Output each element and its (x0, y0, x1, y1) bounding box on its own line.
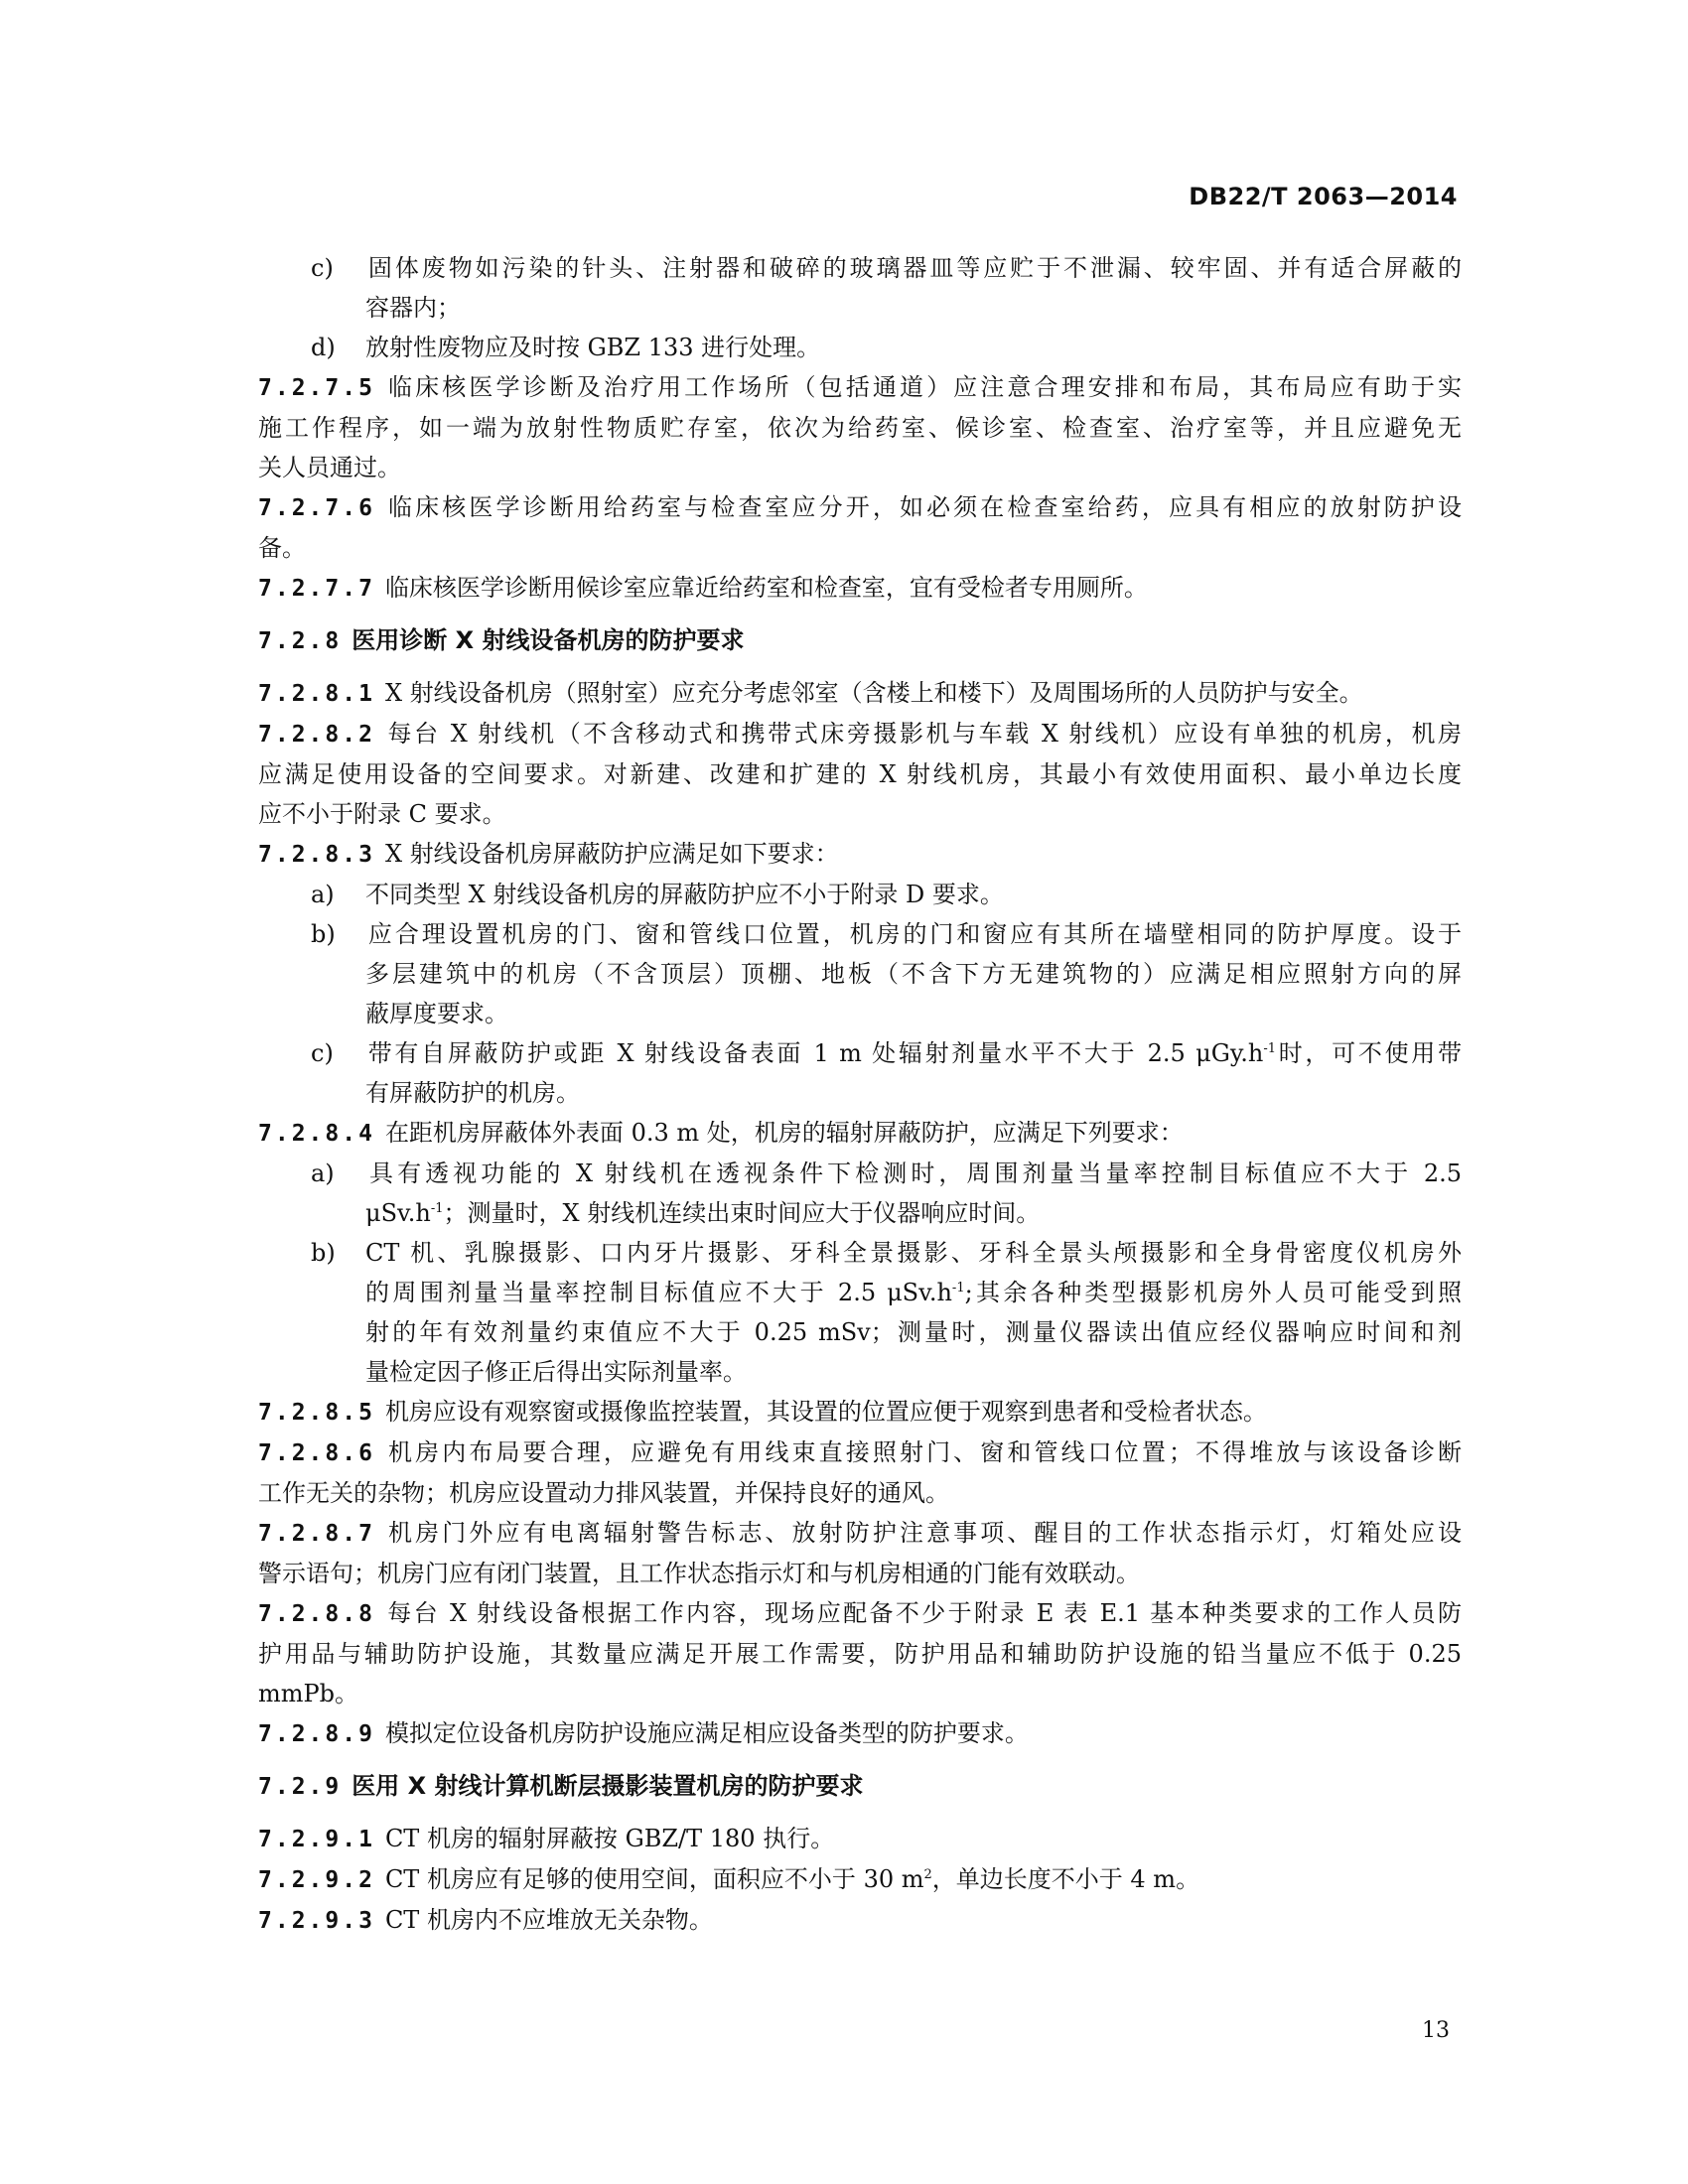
clause-number: 7.2.8.1 (258, 681, 375, 707)
clause-text: X 射线设备机房屏蔽防护应满足如下要求： (384, 840, 839, 868)
clause-7-2-8-9 (258, 1713, 1462, 1754)
list-marker: b) (311, 920, 336, 948)
list-item-continuation: 多层建筑中的机房（不含顶层）顶棚、地板（不含下方无建筑物的）应满足相应照射方向的屏 (365, 960, 1462, 988)
list-marker: c) (311, 1039, 334, 1067)
list-item-b (258, 914, 1462, 954)
clause-number: 7.2.8.8 (258, 1601, 375, 1627)
list-text: 放射性废物应及时按 GBZ 133 进行处理。 (365, 334, 821, 361)
list-marker: c) (311, 254, 334, 282)
clause-text: 临床核医学诊断用候诊室应靠近给药室和检查室，宜有受检者专用厕所。 (384, 574, 1148, 602)
clause-text: 模拟定位设备机房防护设施应满足相应设备类型的防护要求。 (384, 1719, 1029, 1747)
list-item-b (258, 1233, 1462, 1273)
document-body (258, 248, 1462, 1941)
clause-7-2-9-3 (258, 1900, 1462, 1941)
list-item-continuation: 量检定因子修正后得出实际剂量率。 (365, 1358, 747, 1386)
paragraph-line: 工作无关的杂物；机房应设置动力排风装置，并保持良好的通风。 (258, 1479, 949, 1507)
clause-number: 7.2.8.7 (258, 1521, 375, 1547)
clause-number: 7.2.8.3 (258, 842, 375, 868)
section-number: 7.2.8 (258, 628, 343, 654)
paragraph-line: 护用品与辅助防护设施，其数量应满足开展工作需要，防护用品和辅助防护设施的铅当量应不低于 0.25 (258, 1640, 1462, 1668)
clause-text: X 射线设备机房（照射室）应充分考虑邻室（含楼上和楼下）及周围场所的人员防护与安全。 (384, 679, 1363, 707)
clause-7-2-7-6 (258, 487, 1462, 528)
clause-text: 在距机房屏蔽体外表面 0.3 m 处，机房的辐射屏蔽防护，应满足下列要求： (384, 1119, 1184, 1147)
clause-text: 每台 X 射线机（不含移动式和携带式床旁摄影机与车载 X 射线机）应设有单独的机房，机房 (384, 720, 1462, 748)
clause-number: 7.2.8.2 (258, 722, 375, 748)
list-item-a (258, 875, 1462, 914)
list-marker: b) (311, 1239, 336, 1267)
section-number: 7.2.9 (258, 1774, 343, 1800)
document-code: DB22/T 2063—2014 (1189, 183, 1458, 210)
list-item-c (258, 1033, 1462, 1073)
clause-7-2-8-4 (258, 1113, 1462, 1154)
list-item-continuation: 容器内； (365, 294, 461, 322)
section-title: 医用 X 射线计算机断层摄影装置机房的防护要求 (352, 1772, 864, 1800)
list-text: 固体废物如污染的针头、注射器和破碎的玻璃器皿等应贮于不泄漏、较牢固、并有适合屏蔽的 (365, 254, 1462, 282)
clause-number: 7.2.9.3 (258, 1908, 375, 1934)
list-text: 具有透视功能的 X 射线机在透视条件下检测时，周围剂量当量率控制目标值应不大于 2.5 (365, 1160, 1462, 1187)
clause-number: 7.2.9.1 (258, 1827, 375, 1852)
clause-text: 机房内布局要合理，应避免有用线束直接照射门、窗和管线口位置；不得堆放与该设备诊断 (384, 1438, 1462, 1466)
clause-7-2-8-5 (258, 1392, 1462, 1433)
clause-7-2-7-7 (258, 568, 1462, 609)
paragraph-line: 应不小于附录 C 要求。 (258, 800, 506, 828)
paragraph-line: 应满足使用设备的空间要求。对新建、改建和扩建的 X 射线机房，其最小有效使用面积、最小单边长度 (258, 760, 1462, 788)
clause-7-2-8-6 (258, 1433, 1462, 1473)
clause-7-2-9-1 (258, 1819, 1462, 1859)
clause-number: 7.2.9.2 (258, 1867, 375, 1893)
list-text: CT 机、乳腺摄影、口内牙片摄影、牙科全景摄影、牙科全景头颅摄影和全身骨密度仪机房外 (365, 1239, 1462, 1267)
list-item-c (258, 248, 1462, 288)
clause-text: 临床核医学诊断用给药室与检查室应分开，如必须在检查室给药，应具有相应的放射防护设 (384, 493, 1462, 521)
paragraph-line: mmPb。 (258, 1680, 359, 1707)
list-item-continuation: 有屏蔽防护的机房。 (365, 1079, 580, 1107)
section-title: 医用诊断 X 射线设备机房的防护要求 (352, 626, 745, 654)
list-marker: d) (311, 334, 336, 361)
clause-number: 7.2.7.6 (258, 495, 375, 521)
list-text: 不同类型 X 射线设备机房的屏蔽防护应不小于附录 D 要求。 (365, 881, 1004, 908)
section-heading-7-2-9 (258, 1766, 1462, 1807)
list-item-d (258, 328, 1462, 367)
clause-number: 7.2.7.7 (258, 576, 375, 602)
list-marker: a) (311, 881, 335, 908)
clause-text: CT 机房应有足够的使用空间，面积应不小于 30 $m^2$，单边长度不小于 4 m。 (384, 1865, 1200, 1893)
clause-7-2-8-7 (258, 1513, 1462, 1554)
clause-number: 7.2.8.5 (258, 1400, 375, 1426)
clause-7-2-7-5 (258, 367, 1462, 408)
clause-7-2-8-2 (258, 714, 1462, 754)
clause-7-2-9-2 (258, 1859, 1462, 1900)
list-marker: a) (311, 1160, 335, 1187)
clause-number: 7.2.8.9 (258, 1721, 375, 1747)
list-text: 应合理设置机房的门、窗和管线口位置，机房的门和窗应有其所在墙壁相同的防护厚度。设于 (365, 920, 1462, 948)
clause-number: 7.2.8.6 (258, 1440, 375, 1466)
clause-text: 临床核医学诊断及治疗用工作场所（包括通道）应注意合理安排和布局，其布局应有助于实 (384, 373, 1462, 401)
clause-text: 每台 X 射线设备根据工作内容，现场应配备不少于附录 E 表 E.1 基本种类要求的工作人员防 (384, 1599, 1462, 1627)
paragraph-line: 关人员通过。 (258, 454, 401, 481)
list-item-continuation: 蔽厚度要求。 (365, 1000, 508, 1027)
clause-7-2-8-3 (258, 834, 1462, 875)
clause-text: CT 机房的辐射屏蔽按 GBZ/T 180 执行。 (384, 1825, 835, 1852)
paragraph-line: 施工作程序，如一端为放射性物质贮存室，依次为给药室、候诊室、检查室、治疗室等，并且应避免无 (258, 414, 1462, 442)
clause-number: 7.2.8.4 (258, 1121, 375, 1147)
section-heading-7-2-8 (258, 620, 1462, 661)
clause-text: 机房应设有观察窗或摄像监控装置，其设置的位置应便于观察到患者和受检者状态。 (384, 1398, 1267, 1426)
page-number: 13 (1422, 2018, 1450, 2043)
clause-text: 机房门外应有电离辐射警告标志、放射防护注意事项、醒目的工作状态指示灯，灯箱处应设 (384, 1519, 1462, 1547)
clause-7-2-8-8 (258, 1593, 1462, 1634)
clause-text: CT 机房内不应堆放无关杂物。 (384, 1906, 713, 1934)
list-item-a (258, 1154, 1462, 1193)
clause-7-2-8-1 (258, 673, 1462, 714)
paragraph-line: 备。 (258, 534, 306, 562)
clause-number: 7.2.7.5 (258, 375, 375, 401)
list-item-continuation: $\mu Sv.h^{-1}$；测量时，X 射线机连续出束时间应大于仪器响应时间。 (365, 1199, 1041, 1227)
list-text: 带有自屏蔽防护或距 X 射线设备表面 1 m 处辐射剂量水平不大于 2.5 $\mu Gy.h^{-1}$时，可不使用带 (365, 1039, 1462, 1067)
paragraph-line: 警示语句；机房门应有闭门装置，且工作状态指示灯和与机房相通的门能有效联动。 (258, 1560, 1140, 1587)
list-item-continuation: 的周围剂量当量率控制目标值应不大于 2.5 $\mu Sv.h^{-1}$;其余各种类型摄影机房外人员可能受到照 (365, 1279, 1462, 1306)
list-item-continuation: 射的年有效剂量约束值应不大于 0.25 mSv；测量时，测量仪器读出值应经仪器响应时间和剂 (365, 1318, 1462, 1346)
